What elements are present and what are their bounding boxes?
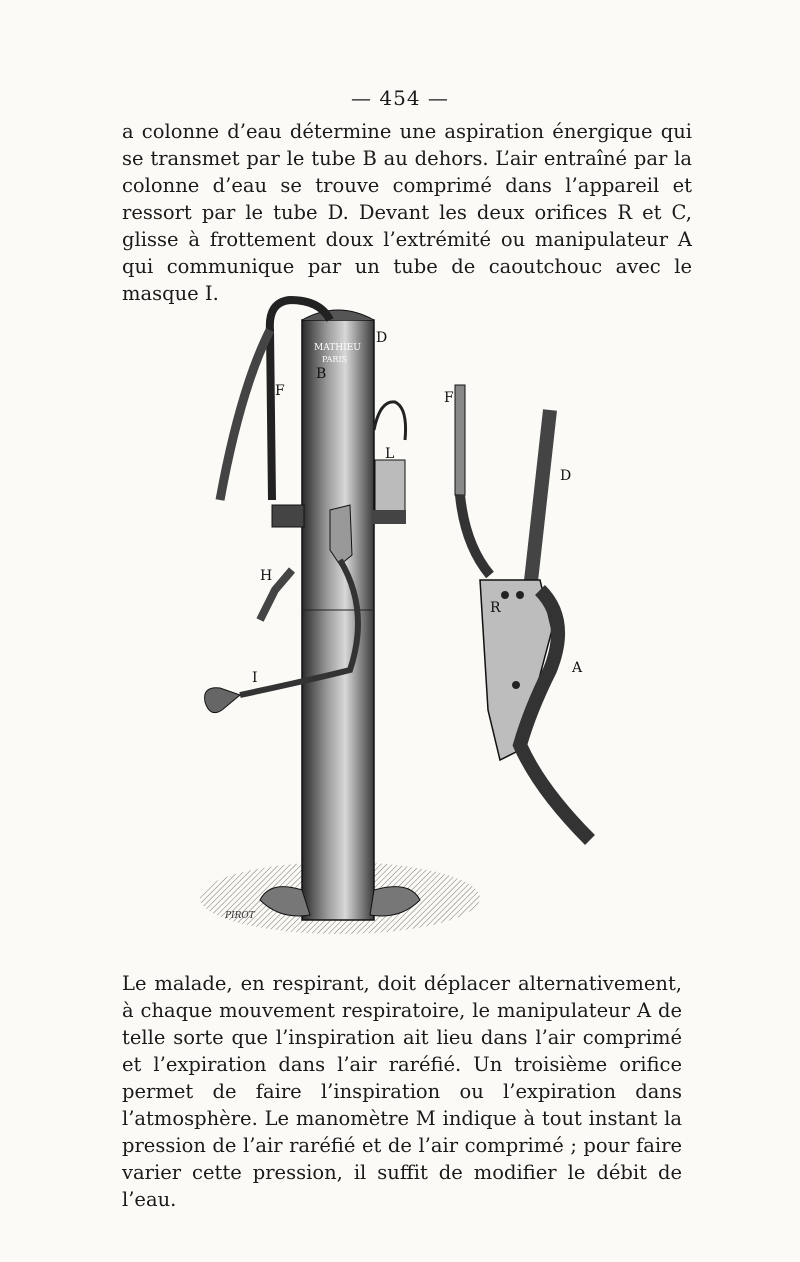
label-F-left: F: [275, 383, 285, 399]
detail-tube-F: [455, 385, 465, 495]
engraver-mark: PIROT: [225, 911, 255, 921]
bottom-paragraph: Le malade, en respirant, doit déplacer alternativement, à chaque mouvement respiratoire, le manipulateur A de telle sorte que l’inspiration ait lieu dans l’air comprimé et l’expiration dans l’air raréfié. Un troisième orifice permet de faire l’inspiration ou l’expiration dans l’atmosphère. Le manomètre M indique à tout instant la pression de l’air raréfié et de l’air comprimé ; pour faire varier cette pression, il suffit de modifier le débit de l’eau.: [122, 972, 682, 1211]
top-paragraph: a colonne d’eau détermine une aspiration énergique qui se transmet par le tube B au dehors. L’air entraîné par la colonne d’eau se trouve comprimé dans l’appareil et ressort par le tube D. Devant les deux orifices R et C, glisse à frottement doux l’extrémité ou manipulateur A qui communique par un tube de caoutchouc avec le masque I.: [122, 120, 692, 305]
city-mark: PARIS: [322, 355, 348, 364]
label-B: B: [316, 366, 327, 382]
label-H: H: [260, 568, 273, 584]
detail-tube-D: [530, 410, 550, 590]
page-number: — 454 —: [351, 86, 449, 110]
label-A: A: [572, 660, 583, 676]
maker-mark: MATHIEU: [314, 343, 361, 353]
label-L: L: [385, 446, 395, 462]
mask-I: [205, 688, 240, 713]
label-I: I: [252, 670, 258, 686]
label-D-right: D: [560, 468, 572, 484]
lamp-L: [375, 460, 405, 515]
main-column: [302, 320, 374, 920]
label-F-right: F: [444, 390, 454, 406]
label-D-left: D: [376, 330, 388, 346]
label-R: R: [490, 600, 501, 616]
apparatus-illustration: [180, 290, 620, 950]
